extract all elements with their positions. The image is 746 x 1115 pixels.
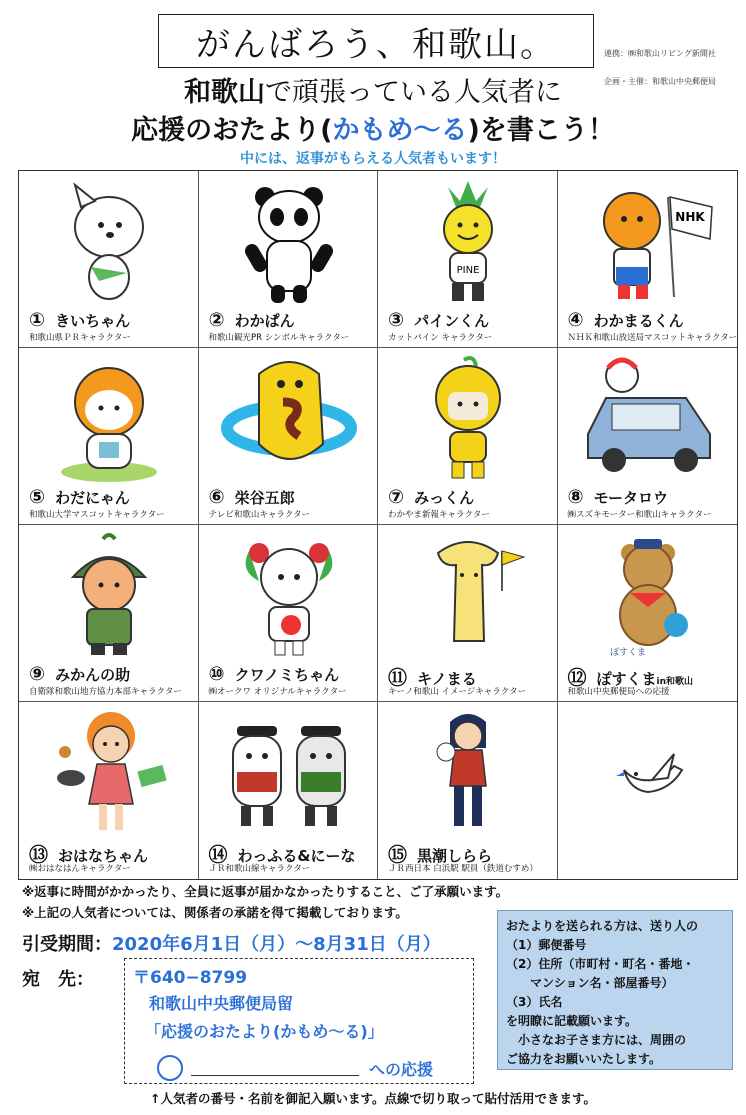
sakaedanigoro-illustration	[219, 354, 359, 484]
character-desc-12: 和歌山中央郵便局への応援	[567, 687, 670, 697]
character-name-1: ① きいちゃん	[29, 309, 131, 331]
character-desc-4: ＮＨＫ和歌山放送局マスコットキャラクター	[567, 333, 737, 343]
headline2-a: 応援のおたより(	[131, 115, 333, 146]
seagull-icon	[578, 708, 718, 838]
pine-shirt-text: PINE	[456, 265, 480, 276]
wakamarukun-illustration	[578, 177, 718, 307]
character-desc-7: わかやま新報キャラクター	[388, 510, 490, 520]
character-grid	[18, 170, 738, 880]
kinomaru-illustration	[398, 531, 538, 661]
destination-box	[124, 958, 474, 1084]
character-desc-3: カットパイン キャラクター	[388, 333, 493, 343]
character-desc-2: 和歌山観光PR シンボルキャラクター	[208, 333, 350, 343]
character-name-6: ⑥ 栄谷五郎	[208, 486, 295, 508]
character-desc-14: ＪＲ和歌山線キャラクター	[208, 864, 311, 874]
character-cell-11	[378, 525, 558, 702]
character-name-5: ⑤ わだにゃん	[29, 486, 130, 508]
support-suffix: への応援	[369, 1060, 434, 1079]
character-desc-15: ＪＲ西日本 白浜駅 駅員（鉄道むすめ）	[388, 864, 538, 874]
info-line: を明瞭に記載願います。	[506, 1014, 638, 1028]
postal-code: 〒640−8799	[133, 968, 248, 988]
mail-box-name: 「応援のおたより(かもめ〜る)」	[145, 1022, 384, 1041]
character-cell-5	[19, 348, 199, 525]
wadanyan-illustration	[39, 354, 179, 484]
kuroshioshirara-illustration	[398, 708, 538, 838]
character-name-4: ④ わかまるくん	[567, 309, 684, 331]
destination-label: 宛 先：	[22, 969, 94, 990]
character-name-2: ② わかぱん	[208, 309, 295, 331]
character-desc-5: 和歌山大学マスコットキャラクター	[29, 510, 165, 520]
character-name-14: ⑭ わっふる&にーな	[208, 844, 356, 866]
posukuma-logo-text: ぽすくま	[609, 648, 646, 658]
motaro-illustration	[578, 354, 718, 484]
post-office: 和歌山中央郵便局留	[149, 994, 294, 1013]
headline-line1	[0, 70, 746, 109]
character-cell-7	[378, 348, 558, 525]
footer-note: ↑人気者の番号・名前を御記入願います。点線で切り取って貼付活用できます。	[150, 1091, 596, 1106]
character-name-3: ③ パインくん	[388, 309, 490, 331]
waffle-nina-illustration	[219, 708, 359, 838]
subline: 中には、返事がもらえる人気者もいます！	[240, 151, 506, 167]
info-line: （1）郵便番号	[506, 938, 587, 952]
page-title: がんばろう、和歌山。	[158, 14, 594, 68]
info-line: おたよりを送られる方は、送り人の	[506, 919, 699, 933]
headline-rest: で頑張っている人気者に	[265, 77, 562, 108]
character-cell-6	[199, 348, 379, 525]
kuwanomichan-illustration	[219, 531, 359, 661]
character-cell-10	[199, 525, 379, 702]
character-cell-1	[19, 171, 199, 348]
headline-line2	[0, 108, 746, 147]
notice-line-1: ※返事に時間がかかったり、全員に返事が届かなかったりすること、ご了承願います。	[22, 884, 509, 899]
headline-bold: 和歌山	[184, 77, 265, 108]
period-label: 引受期間：	[22, 934, 112, 955]
character-desc-13: ㈱おはなはんキャラクター	[29, 864, 131, 874]
info-line: ご協力をお願いいたします。	[506, 1052, 662, 1066]
character-cell-4	[558, 171, 738, 348]
partner-note: 連携：㈱和歌山リビング新聞社	[604, 49, 716, 58]
name-blank-line	[191, 1075, 359, 1076]
character-name-13: ⑬ おはなちゃん	[29, 844, 149, 866]
acceptance-period	[22, 930, 441, 956]
sender-info-box	[497, 910, 733, 1070]
character-cell-13	[19, 702, 199, 879]
posukuma-illustration	[578, 531, 718, 661]
period-value: 2020年6月1日（月）〜8月31日（月）	[112, 934, 441, 955]
character-name-12: ⑫ ぽすくまin和歌山	[567, 667, 694, 689]
character-desc-8: ㈱スズキモーター和歌山キャラクター	[567, 510, 712, 520]
organizer-note: 企画・主催：和歌山中央郵便局	[604, 77, 716, 86]
info-line: マンション名・部屋番号）	[506, 976, 674, 990]
pinekun-illustration	[398, 177, 538, 307]
character-name-10: ⑩ クワノミちゃん	[208, 663, 340, 685]
number-blank-circle	[157, 1055, 183, 1081]
notice-line-2: ※上記の人気者については、関係者の承諾を得て掲載しております。	[22, 905, 408, 920]
character-desc-6: テレビ和歌山キャラクター	[208, 510, 311, 520]
character-cell-3	[378, 171, 558, 348]
info-line: 小さなお子さま方には、周囲の	[506, 1033, 687, 1047]
character-desc-11: キーノ和歌山 イメージキャラクター	[388, 687, 527, 697]
info-line: （3）氏名	[506, 995, 563, 1009]
character-cell-14	[199, 702, 379, 879]
headline2-b: )を書こう！	[467, 115, 615, 146]
character-name-9: ⑨ みかんの助	[29, 663, 131, 685]
character-desc-10: ㈱オークワ オリジナルキャラクター	[208, 687, 347, 697]
character-cell-15	[378, 702, 558, 879]
character-name-11: ⑪ キノまる	[388, 667, 477, 689]
kiichan-illustration	[39, 177, 179, 307]
character-name-7: ⑦ みっくん	[388, 486, 475, 508]
character-desc-9: 自衛隊和歌山地方協力本部キャラクター	[29, 687, 182, 697]
mikkun-illustration	[398, 354, 538, 484]
headline2-blue: かもめ〜る	[332, 115, 468, 146]
character-cell-9	[19, 525, 199, 702]
character-cell-16	[558, 702, 738, 879]
info-line: （2）住所（市町村・町名・番地・	[506, 957, 695, 971]
ohanachan-illustration	[39, 708, 179, 838]
nhk-flag-text: NHK	[674, 210, 705, 224]
character-cell-2	[199, 171, 379, 348]
character-cell-12	[558, 525, 738, 702]
mikannosuke-illustration	[39, 531, 179, 661]
character-cell-8	[558, 348, 738, 525]
character-name-8: ⑧ モータロウ	[567, 486, 668, 508]
character-name-15: ⑮ 黒潮しらら	[388, 844, 493, 866]
wakapan-illustration	[219, 177, 359, 307]
character-desc-1: 和歌山県ＰＲキャラクター	[29, 333, 131, 343]
